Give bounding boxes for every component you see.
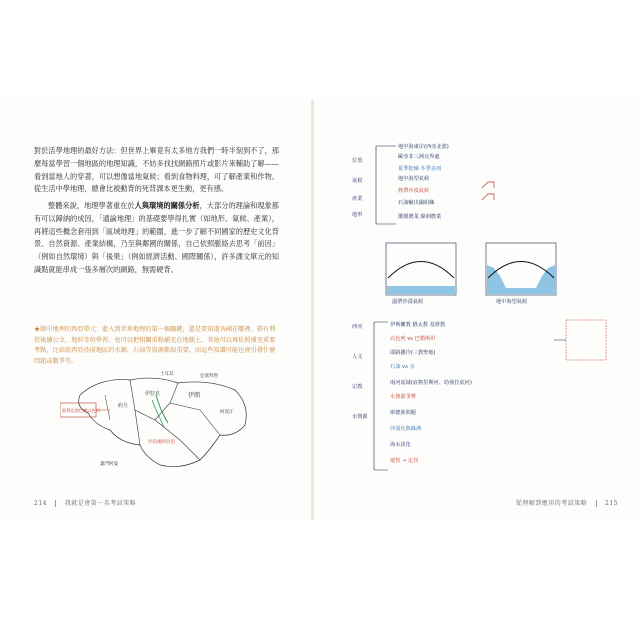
map-label-azerbaijan: 亞塞拜然 (200, 374, 218, 379)
right-footer-title: 從理解到應用的考試策略 (515, 500, 588, 507)
right-page-number: 215 (605, 500, 618, 507)
right-page (314, 100, 640, 520)
footer-divider (55, 500, 56, 507)
mm-side-box (566, 320, 606, 360)
mm-top-item-5: 熱帶沙漠氣候 (398, 188, 430, 194)
map-label-iran: 伊朗 (188, 392, 201, 399)
map-label-turkey: 土耳其 (160, 372, 174, 377)
mm-bottom-item-1: 伊斯蘭教 猶太教 基督教 (390, 322, 446, 328)
mm-bottom-item-7: 庫德族問題 (390, 410, 416, 416)
left-footer-title: 我就是會第一名考試策略 (64, 500, 137, 507)
branch-west-asia: 西亞 (352, 324, 363, 330)
mm-bottom-item-5: 兩河流域(底格里斯河、幼發拉底河) (390, 380, 472, 386)
map-label-afghanistan: 阿富汗 (220, 410, 234, 415)
left-footer (34, 498, 136, 507)
mm-top-item-1: 地中海東岸(西亞北部) (398, 144, 449, 150)
mm-top-item-2: 歐亞非三洲交界處 (398, 154, 440, 160)
mm-bottom-item-6: 水資源爭奪 (390, 394, 416, 400)
map-label-levant: 敘利亞黎巴嫩以色列 (62, 408, 100, 413)
footer-divider (596, 500, 597, 507)
book-spread (0, 100, 640, 520)
mm-top-item-3: 夏季乾燥 冬季多雨 (398, 166, 442, 172)
branch-location: 位置 (352, 158, 363, 164)
mm-bottom-item-9: 海水淡化 (390, 442, 411, 448)
left-page-number: 214 (34, 500, 47, 507)
mindmap-top (352, 142, 494, 224)
paragraph-1: 對於活學地理的最好方法：但世界上畢竟有太多地方我們一時半刻到不了，那麼每當學習一個地區的地理知識，不妨多找找網路照片或影片來輔助了解——看到當地人的穿著，可以想像當地氣候；看到食物料理，可了解產業和作物。從生活中學地理，總會比被動背的死背課本更生動，更有感。 (34, 146, 279, 194)
left-page (0, 100, 312, 520)
paragraph-2-bold: 人與環境的關係分析 (134, 201, 200, 210)
map-label-yemen-oman: 葉門阿曼 (100, 462, 118, 467)
handwritten-mindmap (314, 100, 640, 495)
branch-culture: 人文 (352, 354, 363, 360)
sidebar-note: ★圖中地理的西亞單元：進入到世界地理的第一個關鍵，還是要知道各國在哪裡。搭有利於後續公文、地形等的學習。也可以把相關重點補充在地圖上，其他可以再依照補充重要考點，比如說西亞沙漠地區的水源、石油等資源都很重要，而這些知識可能也會引發什麼問題或戰爭等。 (34, 326, 276, 365)
mm-bottom-item-8: 沙漠化與綠洲 (390, 426, 422, 432)
mm-bottom-item-3: 耶路撒冷(三教聖地) (390, 350, 436, 356)
mindmap-bottom (352, 320, 606, 470)
mm-bottom-item-4: 石油 vs 水 (390, 364, 415, 370)
branch-industry: 產業 (352, 196, 363, 202)
mm-top-item-7: 灌溉農業 綠洲農業 (398, 214, 442, 220)
west-asia-map (60, 365, 260, 475)
mm-top-item-6: 石油輸出國組織 (398, 200, 435, 206)
mm-bottom-item-10: 遊牧 → 定居 (390, 458, 419, 464)
mm-top-item-4: 地中海型氣候 (398, 176, 430, 182)
branch-religion: 宗教 (352, 384, 363, 390)
chart-label-mediterranean: 地中海型氣候 (496, 299, 528, 305)
branch-terrain: 地形 (352, 212, 363, 218)
map-label-iraq: 伊拉克 (145, 391, 161, 397)
map-label-jordan: 約旦 (118, 403, 129, 409)
climate-chart-desert (386, 243, 456, 305)
mm-bottom-item-2: 以色列 vs 巴勒斯坦 (390, 336, 436, 342)
chart-label-desert: 溫帶沙漠氣候 (392, 299, 424, 305)
paragraph-2-intro: 整體來說，地理學著重在於 (48, 201, 135, 210)
map-label-saudi: 沙烏地阿拉伯 (148, 440, 175, 445)
right-footer (516, 498, 618, 507)
paragraph-2-rest: ，大部分的理論和現象都有可以歸納的成因，「通論地理」的基礎要學得扎實（如地形、氣候、產業），再將這些概念套用到「區域地理」的範圍，進一步了解不同國家的歷史文化背景、自然資源、產業結構，乃至與鄰國的關係，自己依照脈絡去思考「前因」（例如自然環境）與「後果」（例如經濟活動、國際關係），許多課文單元的知識點就能串成一張多層次的網路，無需硬背。 (34, 201, 279, 274)
paragraph-2 (34, 200, 279, 277)
branch-climate: 氣候 (352, 178, 363, 184)
branch-water: 水資源 (352, 414, 368, 420)
climate-chart-mediterranean (486, 243, 556, 305)
